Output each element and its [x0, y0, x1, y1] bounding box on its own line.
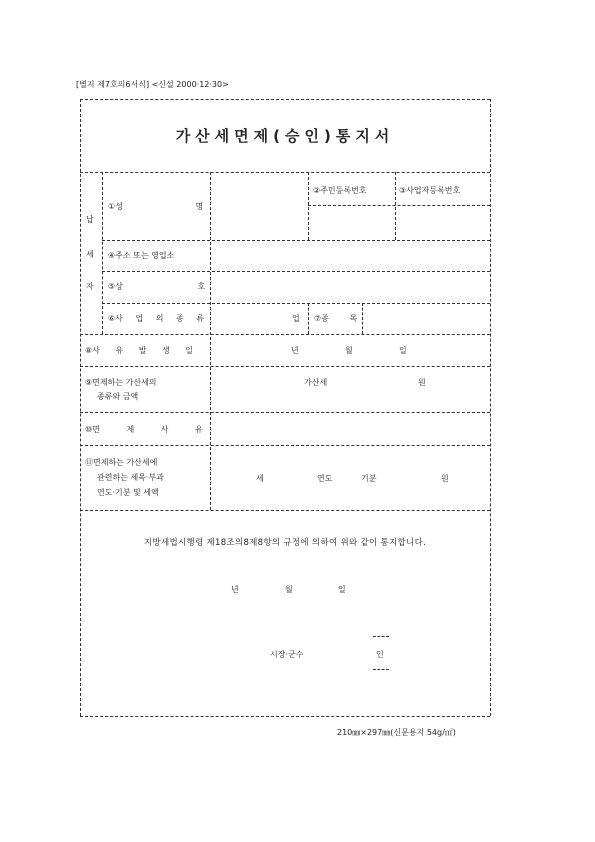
exempt-type-label-2: 종류와 금액 — [97, 392, 139, 401]
business-type-unit: 업 — [292, 314, 300, 323]
notice-body: 지방세법시행령 제18조의8제8항의 규정에 의하여 위와 같이 통지합니다. — [143, 538, 427, 548]
trade-name-label: ⑤상 호 — [108, 282, 206, 291]
exempt-reason-field[interactable] — [212, 420, 488, 438]
name-field[interactable] — [212, 196, 306, 210]
paper-spec: 210㎜×297㎜(신문용지 54g/㎡) — [337, 728, 456, 737]
related-tax-year: 연도 — [317, 474, 333, 483]
form-number: [별지 제7호의6서식] <신설 2000·12·30> — [76, 80, 229, 89]
taxpayer-side-label-1: 납 — [86, 215, 94, 224]
trade-name-field[interactable] — [212, 279, 488, 295]
item-field[interactable] — [364, 310, 488, 328]
resident-number-label: ②주민등록번호 — [313, 186, 367, 195]
notice-date-month: 월 — [285, 585, 293, 594]
exempt-kind: 가산세 — [304, 378, 328, 387]
exempt-type-label-1: ⑨면제하는 가산세의 — [85, 378, 157, 387]
business-number-label: ③사업자등록번호 — [399, 186, 461, 195]
business-type-label: ⑥사 업 의 종 류 — [108, 314, 204, 323]
item-label: ⑦종 목 — [314, 314, 358, 323]
exempt-won: 원 — [418, 378, 426, 387]
taxpayer-side-label-2: 세 — [86, 250, 94, 259]
related-tax-label-2: 관련하는 세목·부과 — [97, 473, 164, 482]
address-label: ④주소 또는 영업소 — [108, 251, 175, 260]
name-label: ①성 명 — [108, 202, 204, 211]
seal-label: 인 — [376, 650, 384, 659]
related-tax-label-3: 연도·기분 및 세액 — [97, 488, 159, 497]
page-title: 가산세면제(승인)통지서 — [175, 127, 395, 145]
related-tax-item: 세 — [256, 474, 264, 483]
occurrence-date-label: ⑧사 유 발 생 일 — [85, 346, 193, 355]
address-field[interactable] — [212, 248, 488, 264]
related-tax-label-1: ⑪면제하는 가산세에 — [85, 458, 158, 467]
exempt-reason-label: ⑩면 제 사 유 — [85, 425, 203, 434]
resident-number-field[interactable] — [310, 212, 393, 232]
taxpayer-side-label-3: 자 — [86, 282, 94, 291]
related-tax-period: 기분 — [361, 474, 377, 483]
date-year: 년 — [291, 346, 299, 355]
notice-date-day: 일 — [338, 585, 346, 594]
related-tax-won: 원 — [441, 474, 449, 483]
signer-title: 시장·군수 — [270, 650, 304, 659]
notice-date-year: 년 — [231, 585, 239, 594]
date-month: 월 — [345, 346, 353, 355]
date-day: 일 — [399, 346, 407, 355]
business-number-field[interactable] — [397, 212, 488, 232]
